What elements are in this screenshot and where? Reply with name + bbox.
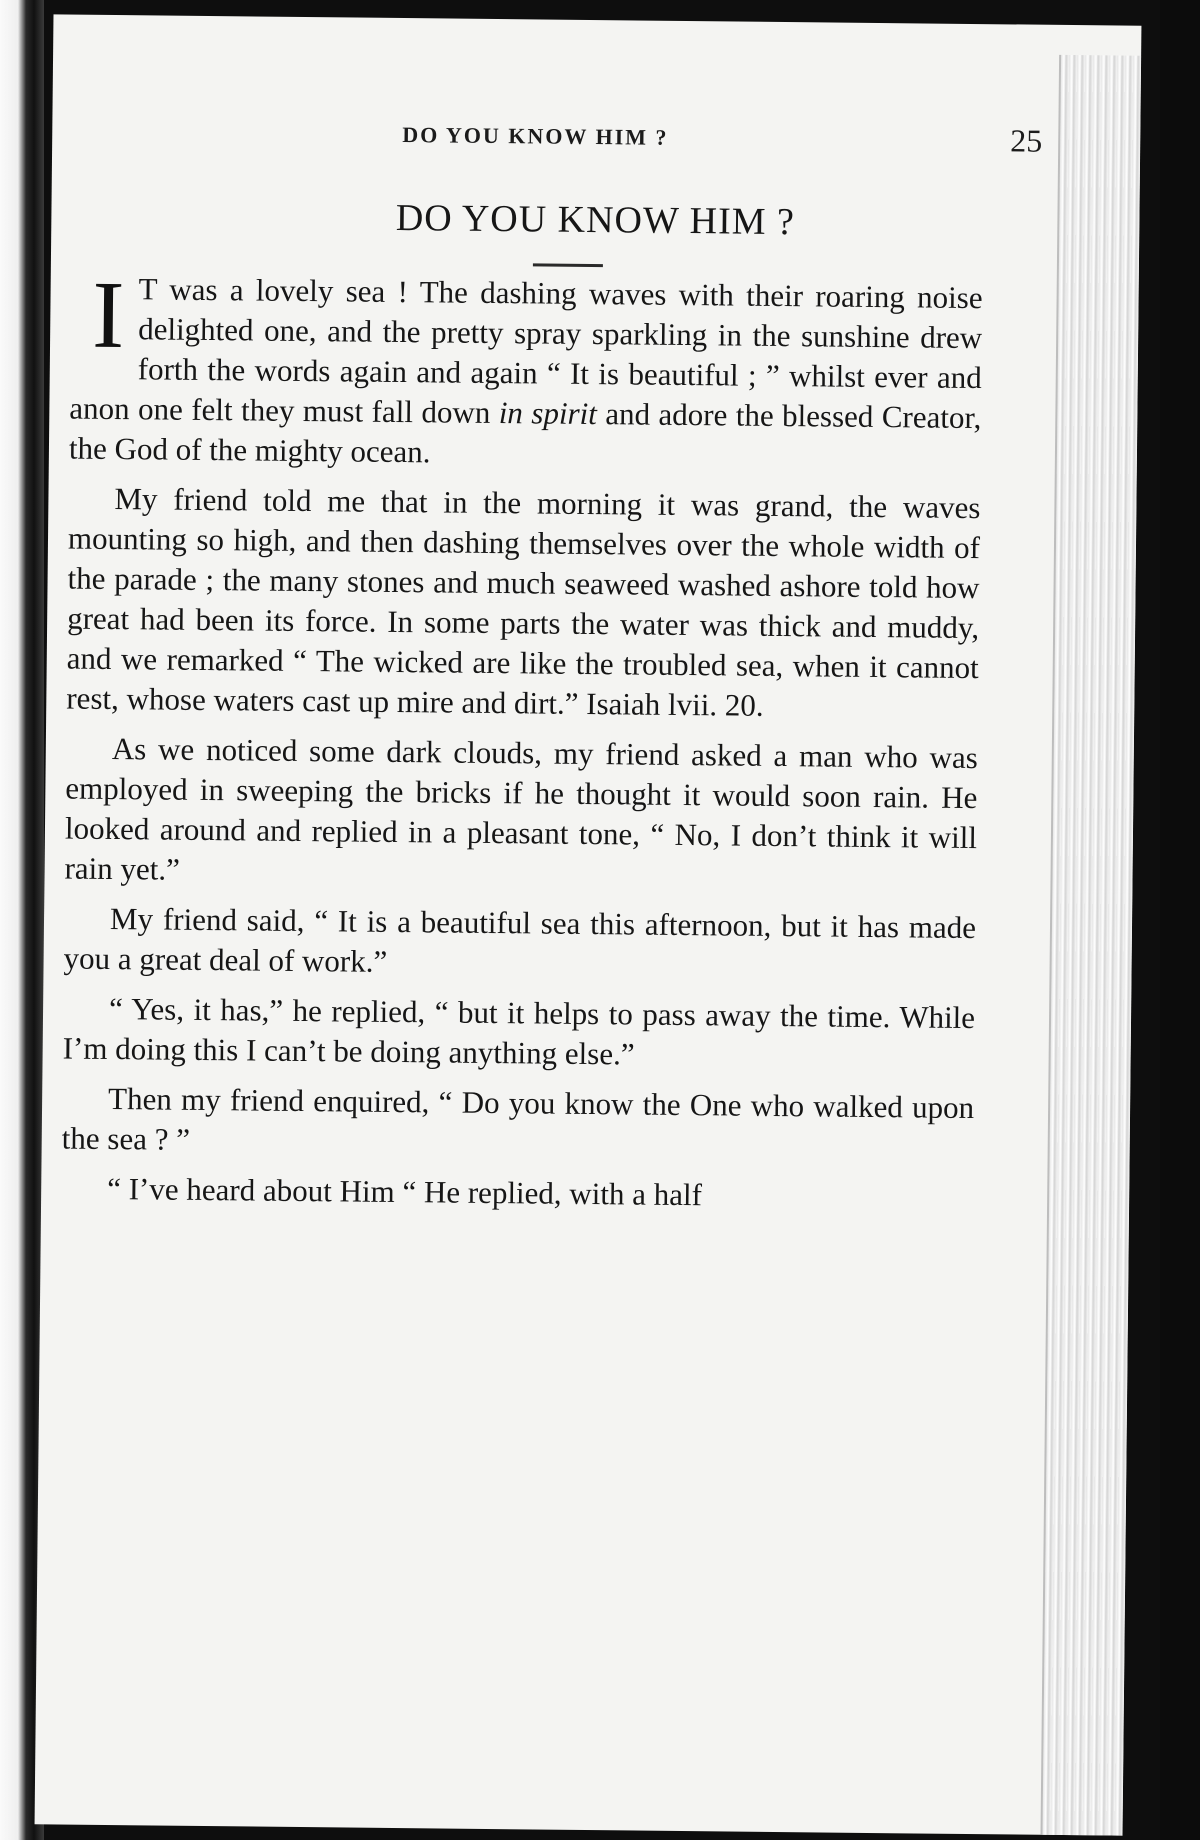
paragraph-1-text-before: T was a lovely sea ! The dashing waves with their roaring noise delighted one, and the pretty spray sparkling in the sunshine drew forth the words again and again “ It is beautiful ; ” whilst ever and anon one felt they must fall down — [69, 271, 983, 431]
page-edges-stack — [1040, 55, 1141, 1836]
body-text — [61, 260, 983, 1228]
drop-cap: I — [91, 260, 125, 369]
paragraph-1 — [68, 260, 983, 479]
chapter-title: DO YOU KNOW HIM ? — [395, 196, 796, 244]
paragraph-3: As we noticed some dark clouds, my friend asked a man who was employed in sweeping the bricks if he thought it would soon rain. He looked around and replied in a pleasant tone, “ No, I don’t think it will rain yet.” — [64, 731, 978, 887]
running-head-title: DO YOU KNOW HIM ? — [402, 122, 669, 150]
paragraph-2: My friend told me that in the morning it was grand, the waves mounting so high, and then dashing themselves over the whole width of the parade ; the many stones and much seaweed washed ashore told how great had been its force. In some parts the water was thick and muddy, and we remarked “ The wicked are like the troubled sea, when it cannot rest, whose waters cast up mire and dirt.” Isaiah lvii. 20. — [66, 481, 981, 723]
page-number: 25 — [1010, 122, 1043, 159]
paragraph-5: “ Yes, it has,” he replied, “ but it helps to pass away the time. While I’m doing this I can’t be doing anything else.” — [62, 990, 976, 1072]
title-rule — [533, 263, 603, 267]
paragraph-4: My friend said, “ It is a beautiful sea this afternoon, but it has made you a great deal of work.” — [63, 900, 977, 979]
paragraph-1-italic: in spirit — [498, 395, 598, 432]
page — [35, 14, 1142, 1835]
running-head — [362, 122, 1042, 169]
paragraph-6: Then my friend enquired, “ Do you know the One who walked upon the sea ? ” — [61, 1080, 975, 1157]
paragraph-7: “ I’ve heard about Him “ He replied, with a half — [107, 1170, 703, 1213]
scan-border-right — [1160, 0, 1200, 1840]
paragraph-1-text-after: and adore the blessed Creator, the God of the mighty ocean. — [68, 396, 982, 470]
